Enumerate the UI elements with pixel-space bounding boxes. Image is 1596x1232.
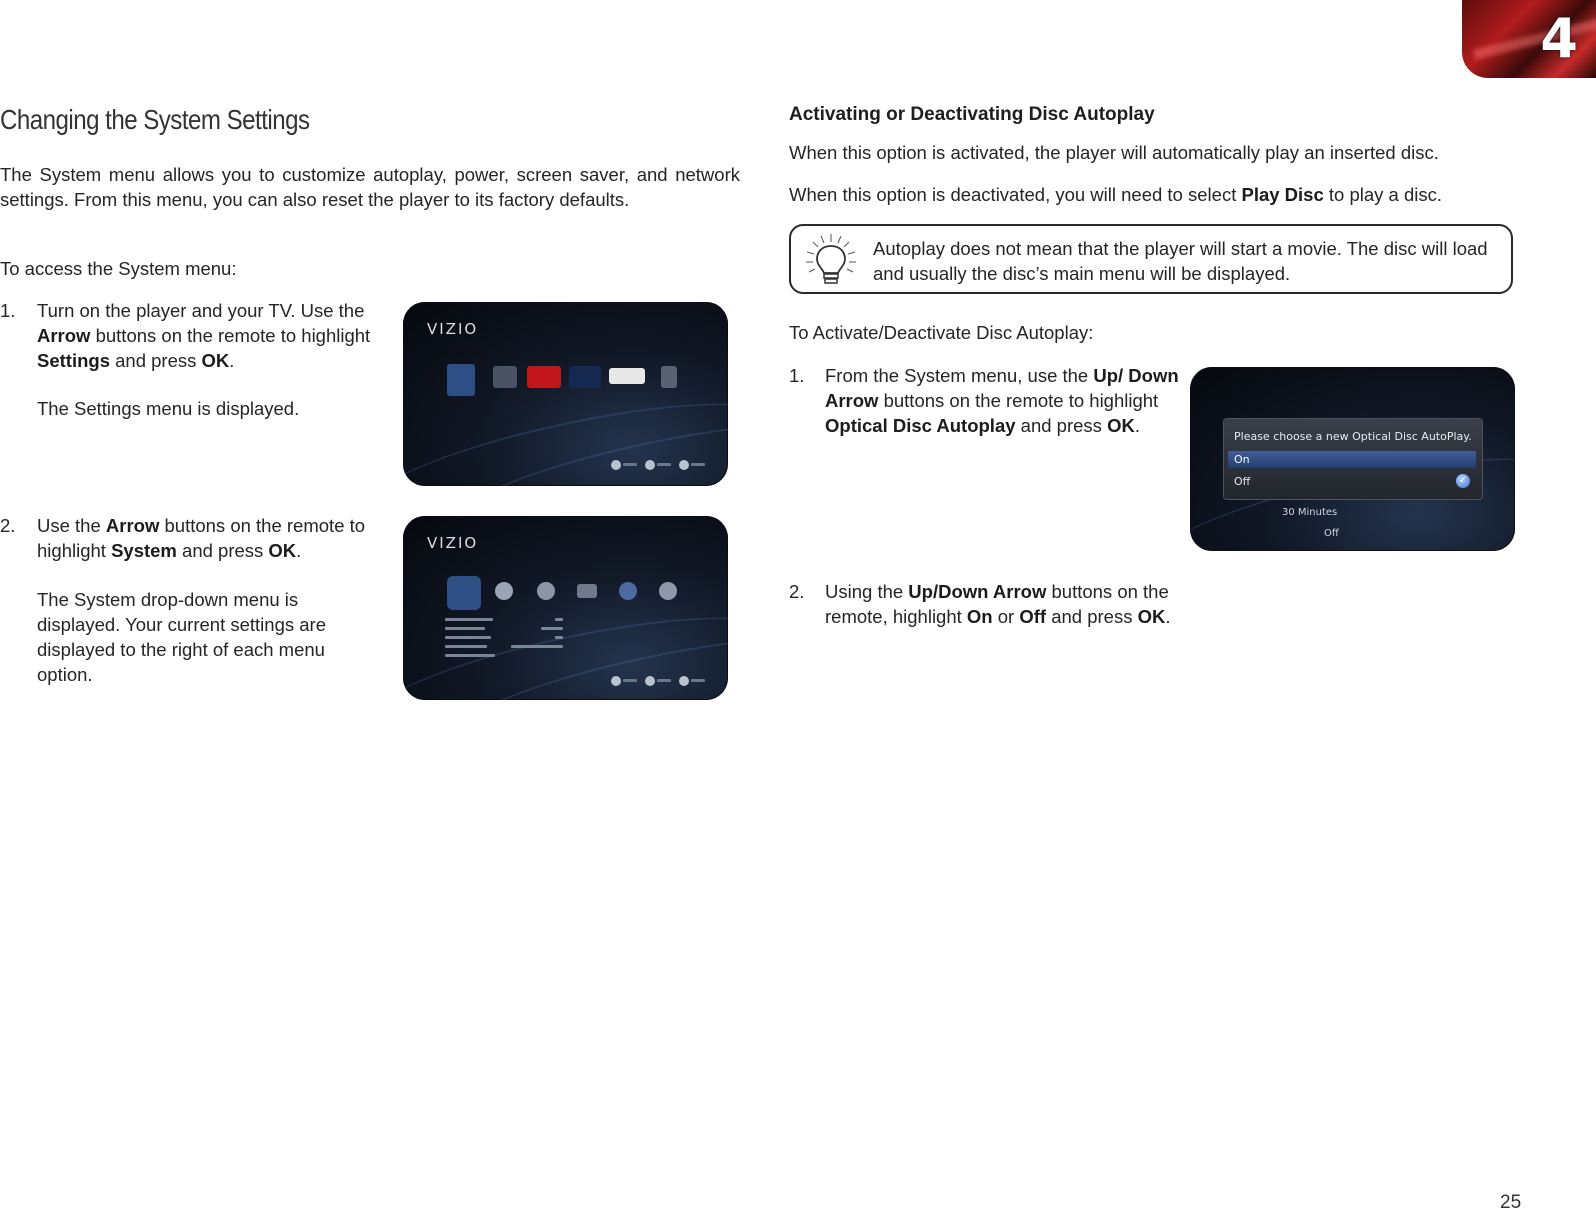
language-icon: [659, 582, 677, 600]
step-2-note: The System drop-down menu is displayed. Your current settings are displayed to the right of each menu option.: [37, 589, 326, 685]
autoplay-dialog-screenshot: [1190, 367, 1515, 551]
chapter-number: 4: [1540, 7, 1578, 70]
activated-paragraph: When this option is activated, the player will automatically play an inserted disc.: [789, 142, 1439, 163]
step-2-number: 2.: [0, 515, 16, 536]
step-1-text: Turn on the player and your TV. Use the Arrow buttons on the remote to highlight Settings and press OK.: [37, 300, 371, 371]
back-control-icon-2: [679, 676, 689, 686]
settings-menu-screenshot: [403, 302, 728, 486]
system-icon: [447, 576, 481, 610]
lightbulb-icon: [803, 232, 859, 288]
procedure-heading: To Activate/Deactivate Disc Autoplay:: [789, 322, 1094, 343]
autoplay-dialog: [1224, 419, 1482, 499]
autoplay-step-1-number: 1.: [789, 365, 805, 386]
menu-control-icon-2: [611, 676, 621, 686]
vudu-icon: [569, 366, 601, 388]
audio-icon: [619, 582, 637, 600]
network-icon: [493, 366, 517, 388]
select-control-icon: [645, 460, 655, 470]
menu-control-icon: [611, 460, 621, 470]
autoplay-step-2-text: Using the Up/Down Arrow buttons on the remote, highlight On or Off and press OK.: [825, 581, 1171, 627]
page-number: 25: [1500, 1192, 1522, 1213]
more-icon: [661, 366, 677, 388]
autoplay-step-1-text: From the System menu, use the Up/ Down Arrow buttons on the remote to highlight Optical Disc Autoplay and press OK.: [825, 365, 1179, 436]
system-menu-screenshot: [403, 516, 728, 700]
check-icon: ✓: [1456, 474, 1470, 488]
intro-paragraph: The System menu allows you to customize autoplay, power, screen saver, and network settings. From this menu, you can also reset the player to its factory defaults.: [0, 164, 740, 210]
page-title: Changing the System Settings: [0, 104, 310, 135]
below-row-value-1: 30 Minutes: [1282, 507, 1338, 518]
deactivated-paragraph: When this option is deactivated, you will need to select Play Disc to play a disc.: [789, 184, 1443, 205]
chapter-tab: [1462, 0, 1596, 78]
vizio-logo-2: VIZIO: [427, 534, 479, 552]
pandora-icon: [609, 368, 645, 384]
step-1-number: 1.: [0, 300, 16, 321]
network-icon-2: [495, 582, 513, 600]
tip-text: Autoplay does not mean that the player will start a movie. The disc will load and usually the disc’s main menu will be displayed.: [873, 238, 1488, 284]
autoplay-step-2-number: 2.: [789, 581, 805, 602]
display-icon: [577, 584, 597, 598]
settings-icon: [447, 364, 475, 396]
access-instruction: To access the System menu:: [0, 258, 237, 279]
step-1-note: The Settings menu is displayed.: [37, 398, 300, 419]
vizio-logo: VIZIO: [427, 320, 479, 338]
option-off: Off: [1234, 475, 1251, 488]
dialog-title: Please choose a new Optical Disc AutoPlay.: [1234, 430, 1472, 443]
select-control-icon-2: [645, 676, 655, 686]
netflix-icon: [527, 366, 561, 388]
back-control-icon: [679, 460, 689, 470]
step-2-text: Use the Arrow buttons on the remote to highlight System and press OK.: [37, 515, 366, 561]
disc-icon: [537, 582, 555, 600]
section-title: Activating or Deactivating Disc Autoplay: [789, 104, 1155, 125]
tip-box: [789, 224, 1513, 294]
below-row-value-2: Off: [1324, 528, 1339, 539]
option-on: On: [1228, 451, 1476, 468]
